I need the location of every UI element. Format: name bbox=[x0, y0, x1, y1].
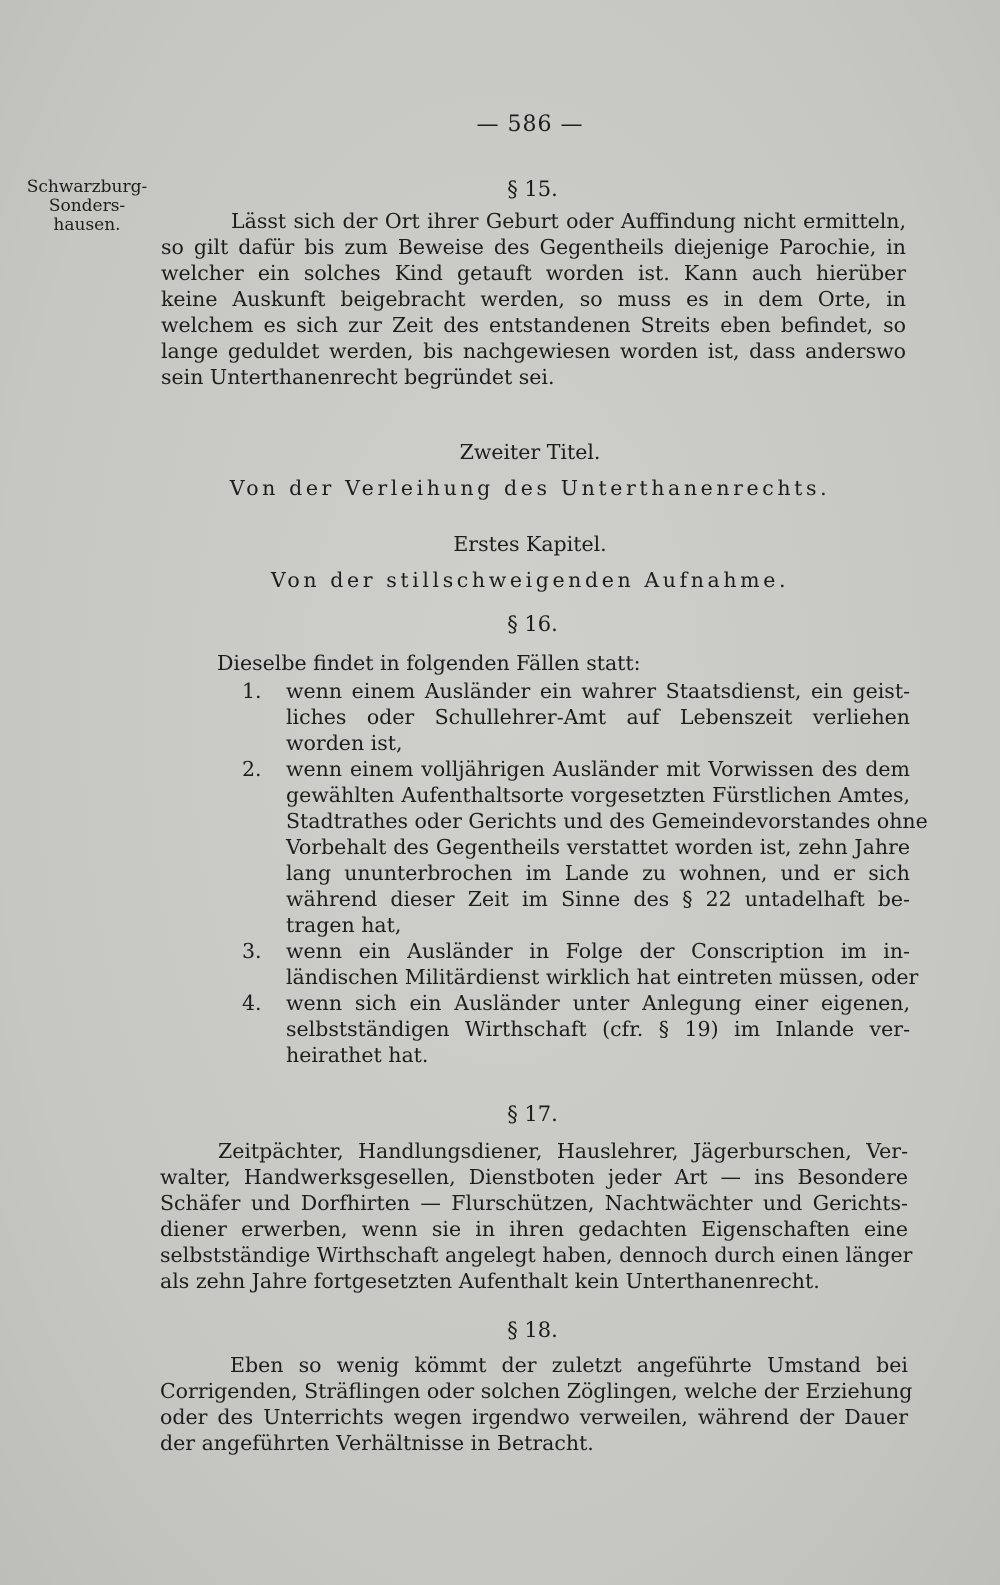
text-line: Zeitpächter, Handlungsdiener, Hauslehrer, Jägerburschen, Ver- bbox=[218, 1139, 908, 1163]
text-line: wenn einem volljährigen Ausländer mit Vorwissen des dem bbox=[286, 757, 910, 781]
text-line: walter, Handwerksgesellen, Dienstboten jeder Art — ins Besondere bbox=[160, 1165, 908, 1189]
text-line: der angeführten Verhältnisse in Betracht. bbox=[160, 1431, 594, 1455]
margin-note-line: hausen. bbox=[53, 215, 121, 235]
list-item-number: 3. bbox=[242, 939, 262, 963]
section-heading-17: § 17. bbox=[507, 1102, 558, 1126]
enumerated-list bbox=[220, 678, 928, 1068]
text-line: wenn ein Ausländer in Folge der Conscription im in- bbox=[286, 939, 910, 963]
text-line: lang ununterbrochen im Lande zu wohnen, und er sich bbox=[286, 861, 910, 885]
text-line: gewählten Aufenthaltsorte vorgesetzten Fürstlichen Amtes, bbox=[286, 783, 910, 807]
text-line: heirathet hat. bbox=[286, 1043, 429, 1067]
title-subheading: Von der Verleihung des Unterthanenrechts. bbox=[229, 476, 831, 500]
text-line: keine Auskunft beigebracht werden, so muss es in dem Orte, in bbox=[161, 287, 906, 311]
text-line: Schäfer und Dorfhirten — Flurschützen, Nachtwächter und Gerichts- bbox=[160, 1191, 908, 1215]
text-line: welchem es sich zur Zeit des entstandenen Streits eben befindet, so bbox=[161, 313, 906, 337]
margin-note-line: Schwarzburg- bbox=[26, 177, 148, 197]
text-line: sein Unterthanenrecht begründet sei. bbox=[161, 365, 555, 389]
text-line: Dieselbe findet in folgenden Fällen statt: bbox=[217, 651, 641, 675]
text-line: selbstständige Wirthschaft angelegt haben, dennoch durch einen länger bbox=[160, 1243, 913, 1267]
text-line: lange geduldet werden, bis nachgewiesen worden ist, dass anderswo bbox=[161, 339, 906, 363]
chapter-subheading: Von der stillschweigenden Aufnahme. bbox=[270, 568, 790, 592]
text-line: Eben so wenig kömmt der zuletzt angeführte Umstand bei bbox=[230, 1353, 908, 1377]
text-line: Stadtrathes oder Gerichts und des Gemeindevorstandes ohne bbox=[286, 809, 928, 833]
paragraph-16-intro bbox=[217, 650, 817, 676]
list-item bbox=[220, 938, 919, 990]
paragraph-18 bbox=[160, 1352, 913, 1456]
text-line: worden ist, bbox=[286, 731, 403, 755]
text-line: ländischen Militärdienst wirklich hat eintreten müssen, oder bbox=[286, 965, 919, 989]
paragraph-15 bbox=[161, 208, 906, 390]
text-line: während dieser Zeit im Sinne des § 22 untadelhaft be- bbox=[286, 887, 910, 911]
text-line: wenn sich ein Ausländer unter Anlegung einer eigenen, bbox=[286, 991, 910, 1015]
list-item bbox=[220, 678, 910, 756]
paragraph-17 bbox=[160, 1138, 913, 1294]
section-heading-15: § 15. bbox=[507, 177, 558, 201]
page-number: — 586 — bbox=[476, 112, 584, 137]
section-heading-18: § 18. bbox=[507, 1318, 558, 1342]
list-item-number: 4. bbox=[242, 991, 262, 1015]
text-line: liches oder Schullehrer-Amt auf Lebenszeit verliehen bbox=[286, 705, 910, 729]
list-item-number: 2. bbox=[242, 757, 262, 781]
text-line: Corrigenden, Sträflingen oder solchen Zöglingen, welche der Erziehung bbox=[160, 1379, 913, 1403]
text-line: so gilt dafür bis zum Beweise des Gegentheils diejenige Parochie, in bbox=[161, 235, 906, 259]
text-line: wenn einem Ausländer ein wahrer Staatsdienst, ein geist- bbox=[286, 679, 910, 703]
text-line: als zehn Jahre fortgesetzten Aufenthalt kein Unterthanenrecht. bbox=[160, 1269, 820, 1293]
text-line: Lässt sich der Ort ihrer Geburt oder Auffindung nicht ermitteln, bbox=[231, 209, 906, 233]
text-line: tragen hat, bbox=[286, 913, 402, 937]
section-heading-16: § 16. bbox=[507, 612, 558, 636]
text-line: Vorbehalt des Gegentheils verstattet worden ist, zehn Jahre bbox=[286, 835, 910, 859]
list-item bbox=[220, 990, 910, 1068]
text-line: selbstständigen Wirthschaft (cfr. § 19) im Inlande ver- bbox=[286, 1017, 910, 1041]
text-line: diener erwerben, wenn sie in ihren gedachten Eigenschaften eine bbox=[160, 1217, 908, 1241]
list-item-number: 1. bbox=[242, 679, 262, 703]
text-line: welcher ein solches Kind getauft worden ist. Kann auch hierüber bbox=[161, 261, 906, 285]
chapter-heading: Erstes Kapitel. bbox=[453, 532, 607, 556]
margin-note-line: Sonders- bbox=[48, 196, 126, 216]
list-item bbox=[220, 756, 928, 938]
title-heading: Zweiter Titel. bbox=[459, 440, 601, 464]
text-line: oder des Unterrichts wegen irgendwo verweilen, während der Dauer bbox=[160, 1405, 908, 1429]
